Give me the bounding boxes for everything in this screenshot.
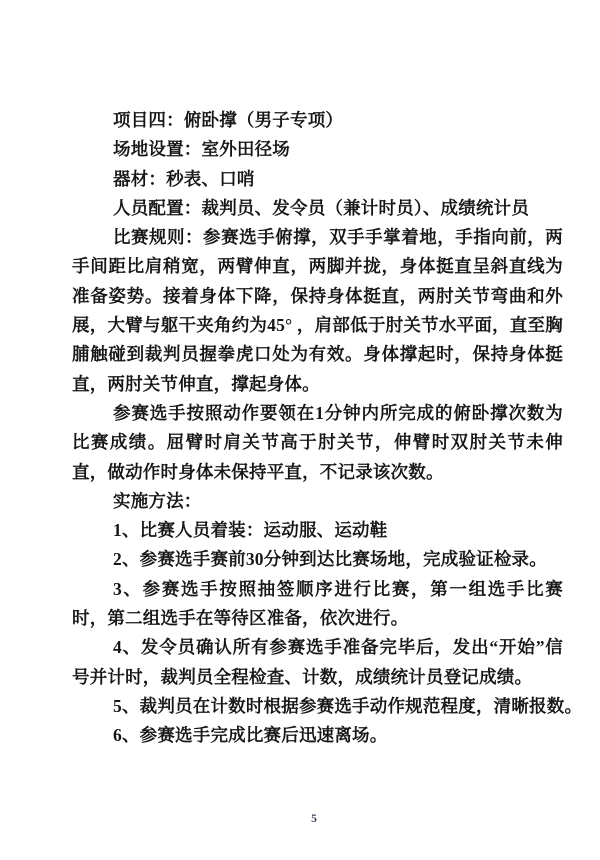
method-item-6: 6、参赛选手完成比赛后迅速离场。 — [113, 725, 388, 746]
method-heading: 实施方法： — [113, 490, 202, 511]
scoring-paragraph: 参赛选手按照动作要领在1分钟内所完成的俯卧撑次数为比赛成绩。屈臂时肩关节高于肘关节，伸臂时双肘关节未伸直，做动作时身体未保持平直，不记录该次数。 — [72, 402, 563, 482]
staffing-line: 人员配置：裁判员、发令员（兼计时员）、成绩统计员 — [113, 197, 530, 218]
method-item-5: 5、裁判员在计数时根据参赛选手动作规范程度，清晰报数。 — [113, 695, 583, 716]
rules-paragraph: 比赛规则：参赛选手俯撑，双手手掌着地，手指向前，两手间距比肩稍宽，两臂伸直，两脚并拢，身体挺直呈斜直线为准备姿势。接着身体下降，保持身体挺直，两肘关节弯曲和外展，大臂与躯干夹角约为45° ，肩部低于肘关节水平面，直至胸脯触碰到裁判员握拳虎口处为有效。身体撑起时，保持身体挺直，两肘关节伸直，撑起身体。 — [72, 227, 563, 394]
document-body — [72, 106, 583, 751]
method-item-1: 1、比赛人员着装：运动服、运动鞋 — [113, 520, 388, 541]
method-item-3: 3、参赛选手按照抽签顺序进行比赛，第一组选手比赛时，第二组选手在等待区准备，依次进行。 — [72, 578, 563, 629]
equipment-line: 器材：秒表、口哨 — [113, 168, 255, 189]
method-item-4: 4、发令员确认所有参赛选手准备完毕后，发出“开始”信号并计时，裁判员全程检查、计数，成绩统计员登记成绩。 — [72, 637, 563, 687]
section-title: 项目四：俯卧撑（男子专项） — [113, 110, 344, 130]
page-number: 5 — [311, 813, 317, 825]
method-item-2: 2、参赛选手赛前30分钟到达比赛场地，完成验证检录。 — [113, 549, 547, 570]
venue-line: 场地设置：室外田径场 — [113, 139, 290, 160]
